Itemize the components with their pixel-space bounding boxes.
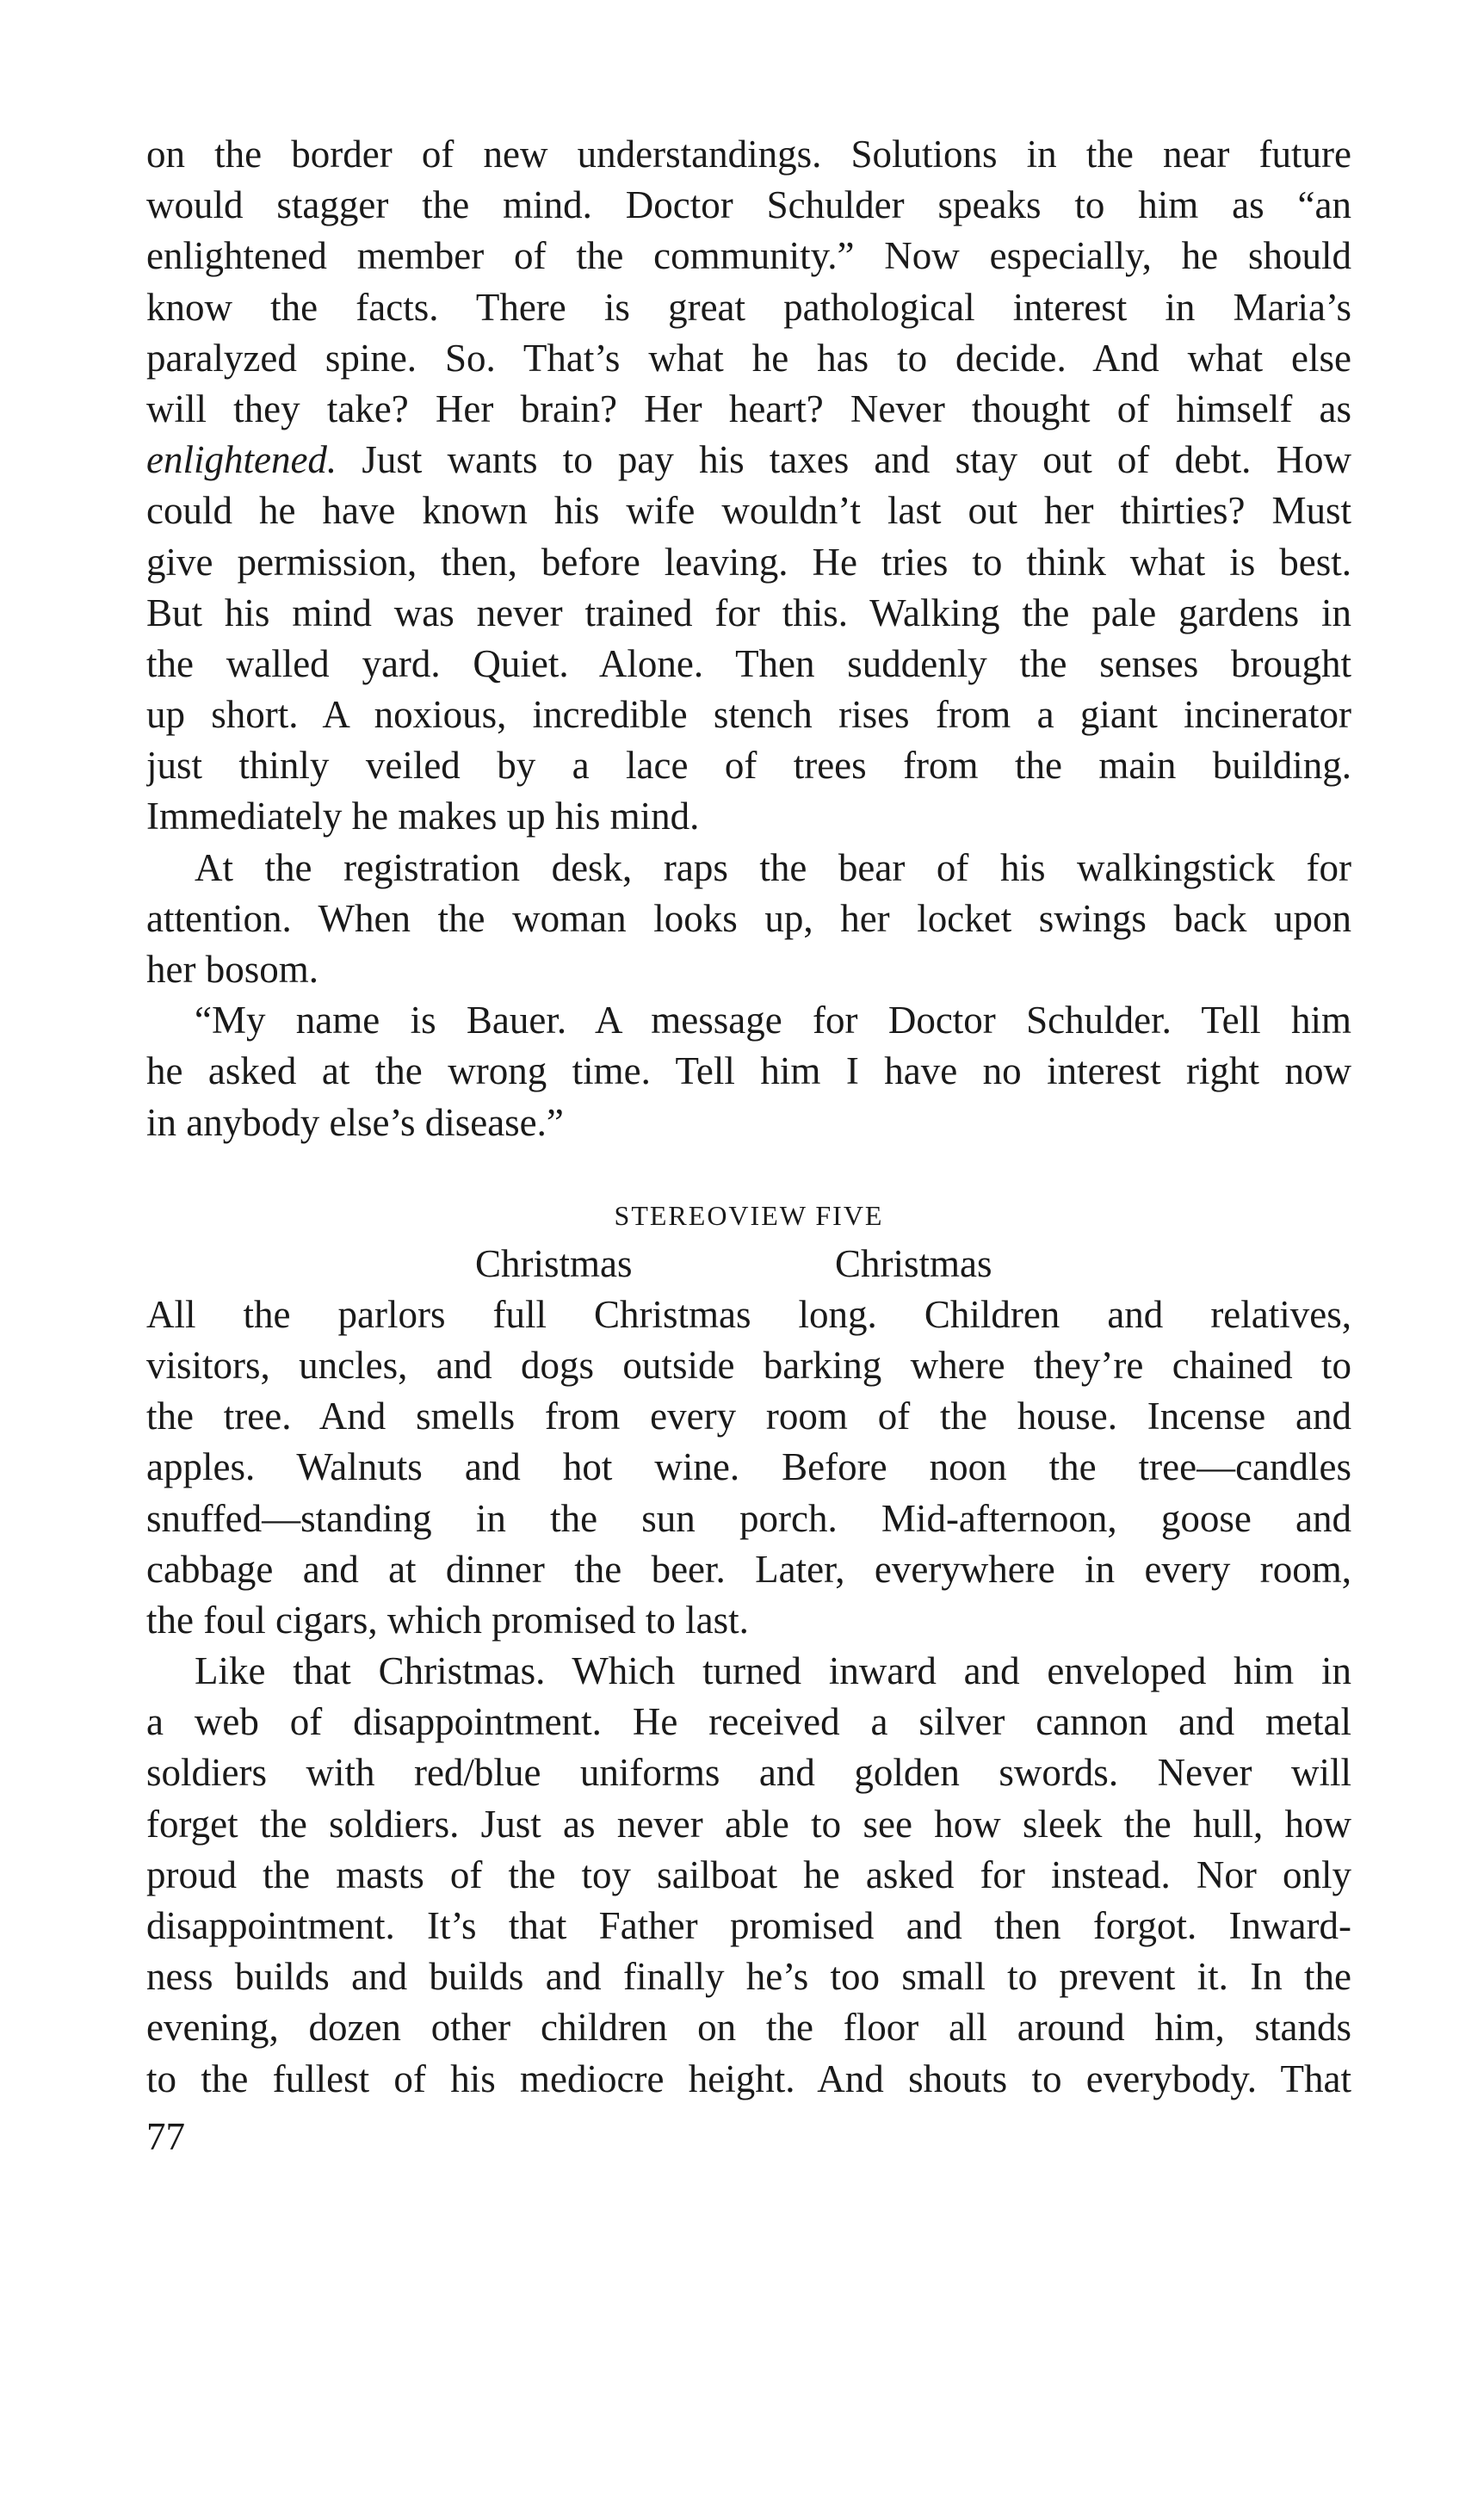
text-line: But his mind was never trained for this. Walking the pale gardens in — [146, 591, 1351, 634]
text-line: he asked at the wrong time. Tell him I have no interest right now — [146, 1049, 1351, 1093]
text-line: proud the masts of the toy sailboat he asked for instead. Nor only — [146, 1852, 1351, 1896]
subtitle-right: Christmas — [835, 1241, 992, 1285]
text-line: the foul cigars, which promised to last. — [146, 1598, 749, 1642]
text-line: to the fullest of his mediocre height. And shouts to everybody. That — [146, 2057, 1351, 2100]
text-line: enlightened member of the community.” Now especially, he should — [146, 234, 1351, 278]
text-line: All the parlors full Christmas long. Children and relatives, — [146, 1292, 1351, 1336]
text-line: give permission, then, before leaving. He tries to think what is best. — [146, 540, 1351, 584]
text-line: apples. Walnuts and hot wine. Before noon the tree—candles — [146, 1445, 1351, 1489]
text-line: up short. A noxious, incredible stench rises from a giant incinerator — [146, 693, 1351, 737]
text-line: would stagger the mind. Doctor Schulder speaks to him as “an — [146, 183, 1351, 227]
text-line: disappointment. It’s that Father promised and then forgot. Inward- — [146, 1904, 1351, 1947]
section-spacer — [146, 1148, 1351, 1193]
section-heading: STEREOVIEW FIVE — [614, 1199, 884, 1231]
text-line: the tree. And smells from every room of the house. Incense and — [146, 1395, 1351, 1438]
italic-word: enlightened. — [146, 438, 337, 482]
text-line: Like that Christmas. Which turned inward and enveloped him in — [195, 1649, 1351, 1693]
text-line: evening, dozen other children on the floor all around him, stands — [146, 2006, 1351, 2050]
text-line: Immediately he makes up his mind. — [146, 795, 700, 838]
section-subtitle — [146, 1238, 1351, 1290]
text-line: know the facts. There is great pathological interest in Maria’s — [146, 285, 1351, 329]
text-line: “My name is Bauer. A message for Doctor Schulder. Tell him — [195, 999, 1351, 1042]
text-line — [146, 435, 1351, 486]
text-line: soldiers with red/blue uniforms and golden swords. Never will — [146, 1751, 1351, 1795]
text-line: just thinly veiled by a lace of trees from the main building. — [146, 744, 1351, 788]
text-line: in anybody else’s disease.” — [146, 1100, 564, 1144]
subtitle-left: Christmas — [475, 1241, 633, 1285]
text-line: on the border of new understandings. Solutions in the near future — [146, 133, 1351, 176]
text-line: cabbage and at dinner the beer. Later, everywhere in every room, — [146, 1547, 1351, 1591]
text-line: paralyzed spine. So. That’s what he has to decide. And what else — [146, 336, 1351, 380]
text-line: At the registration desk, raps the bear of his walkingstick for — [195, 845, 1351, 889]
text-line: forget the soldiers. Just as never able to see how sleek the hull, how — [146, 1802, 1351, 1846]
text-line: will they take? Her brain? Her heart? Never thought of himself as — [146, 387, 1351, 430]
text-line: could he have known his wife wouldn’t last out her thirties? Must — [146, 489, 1351, 533]
text-line: attention. When the woman looks up, her locket swings back upon — [146, 896, 1351, 940]
text-line: her bosom. — [146, 948, 318, 991]
page-number: 77 — [146, 2115, 185, 2158]
text-line-rest: Just wants to pay his taxes and stay out of debt. How — [362, 438, 1351, 482]
text-line: snuffed—standing in the sun porch. Mid-afternoon, goose and — [146, 1496, 1351, 1540]
text-line: ness builds and builds and finally he’s too small to prevent it. In the — [146, 1955, 1351, 1999]
text-line: a web of disappointment. He received a silver cannon and metal — [146, 1700, 1351, 1744]
text-line: the walled yard. Quiet. Alone. Then suddenly the senses brought — [146, 641, 1351, 685]
page-text-block — [146, 129, 1351, 2105]
text-line: visitors, uncles, and dogs outside barking where they’re chained to — [146, 1343, 1351, 1387]
